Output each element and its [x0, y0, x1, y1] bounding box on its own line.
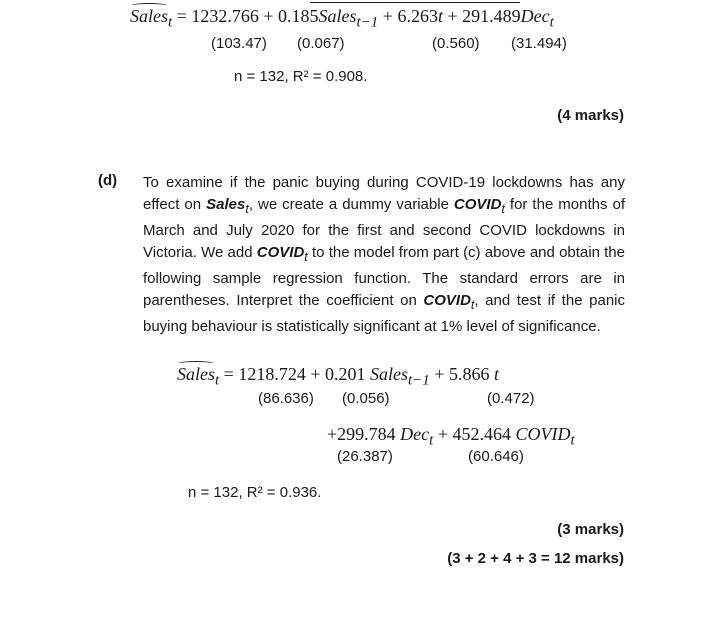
part-d-question — [143, 172, 625, 338]
equation-2-line-1 — [177, 364, 499, 390]
eq2-coef-covid: 452.464 — [452, 424, 511, 444]
eq1-stats: n = 132, R² = 0.908. — [234, 68, 368, 85]
eq2-covid-var: COVID — [515, 424, 571, 444]
eq2-dec-var: Dec — [400, 424, 430, 444]
eq2-plus-2: + — [434, 364, 445, 384]
eq2-plus-3: + — [327, 424, 338, 444]
eq1-plus-2: + — [382, 6, 393, 26]
eq2-coef-lag: 0.201 — [324, 364, 366, 384]
equation-1 — [130, 6, 554, 32]
eq2-se-lag: (0.056) — [342, 390, 390, 407]
part-d-text-1: To examine if the panic buying during COVID-19 lockdowns has any effect on — [143, 174, 625, 213]
eq1-se-lag: (0.067) — [297, 35, 345, 52]
marks-c: (4 marks) — [557, 107, 624, 124]
part-d-text-4: to the model from part (c) above and obtain the following sample regression function. The standard errors are in parentheses. Interpret the coefficient on — [143, 243, 625, 309]
eq2-coef-dec: 299.784 — [337, 424, 396, 444]
eq1-se-t: (0.560) — [432, 35, 480, 52]
eq2-covid-sub: t — [570, 432, 575, 449]
eq2-lhs-sub: t — [215, 372, 220, 389]
eq2-lhs: Sales — [177, 364, 215, 384]
eq2-se-covid: (60.646) — [468, 448, 524, 465]
eq2-const: 1218.724 — [238, 364, 306, 384]
eq1-dec-sub: t — [549, 14, 554, 31]
marks-total: (3 + 2 + 4 + 3 = 12 marks) — [447, 550, 624, 567]
eq2-se-dec: (26.387) — [337, 448, 393, 465]
part-d-covid-2: COVID — [256, 243, 305, 261]
eq1-coef-t: 6.263 — [397, 6, 438, 26]
eq1-se-const: (103.47) — [211, 35, 267, 52]
eq1-equals: = — [176, 6, 187, 26]
eq1-const: 1232.766 — [191, 6, 259, 26]
part-d-text-2: , we create a dummy variable — [248, 195, 454, 213]
eq2-t-var: t — [493, 364, 499, 384]
part-d-sales-sub: t — [245, 201, 249, 216]
eq2-dec-sub: t — [429, 432, 434, 449]
eq2-plus-4: + — [437, 424, 448, 444]
eq2-stats: n = 132, R² = 0.936. — [188, 484, 322, 501]
part-d-text-5: , and test if the panic buying behaviour is statistically significant at 1% level of significance. — [143, 291, 625, 335]
eq2-coef-t: 5.866 — [448, 364, 490, 384]
eq1-lhs: Sales — [130, 6, 168, 26]
part-d-covid-sub-3: t — [470, 297, 475, 312]
part-d-covid-3: COVID — [423, 291, 471, 309]
part-d-label: (d) — [98, 172, 118, 189]
eq1-lag-sub: t−1 — [356, 14, 379, 31]
eq2-se-const: (86.636) — [258, 390, 314, 407]
eq1-plus-3: + — [447, 6, 458, 26]
eq2-equals: = — [223, 364, 234, 384]
eq2-plus-1: + — [310, 364, 321, 384]
eq1-lag-var: Sales — [318, 6, 357, 26]
top-rule — [310, 2, 520, 3]
eq1-t-var: t — [437, 6, 443, 26]
part-d-covid-sub-1: t — [501, 201, 505, 216]
part-d-covid-1: COVID — [453, 195, 502, 213]
eq1-plus-1: + — [263, 6, 274, 26]
eq1-coef-lag: 0.185 — [277, 6, 319, 26]
part-d-text-3: for the months of March and July 2020 for the first and second COVID lockdowns in Victoria. We add — [143, 195, 625, 261]
part-d-covid-sub-2: t — [304, 249, 308, 264]
eq1-coef-dec: 291.489 — [462, 6, 521, 26]
eq2-lag-sub: t−1 — [407, 372, 430, 389]
eq1-dec-var: Dec — [520, 6, 550, 26]
eq1-lhs-sub: t — [168, 14, 173, 31]
eq2-lag-var: Sales — [369, 364, 408, 384]
eq1-se-dec: (31.494) — [511, 35, 567, 52]
eq2-se-t: (0.472) — [487, 390, 535, 407]
equation-2-line-2 — [327, 424, 575, 450]
part-d-sales: Sales — [206, 195, 246, 213]
marks-d: (3 marks) — [557, 521, 624, 538]
